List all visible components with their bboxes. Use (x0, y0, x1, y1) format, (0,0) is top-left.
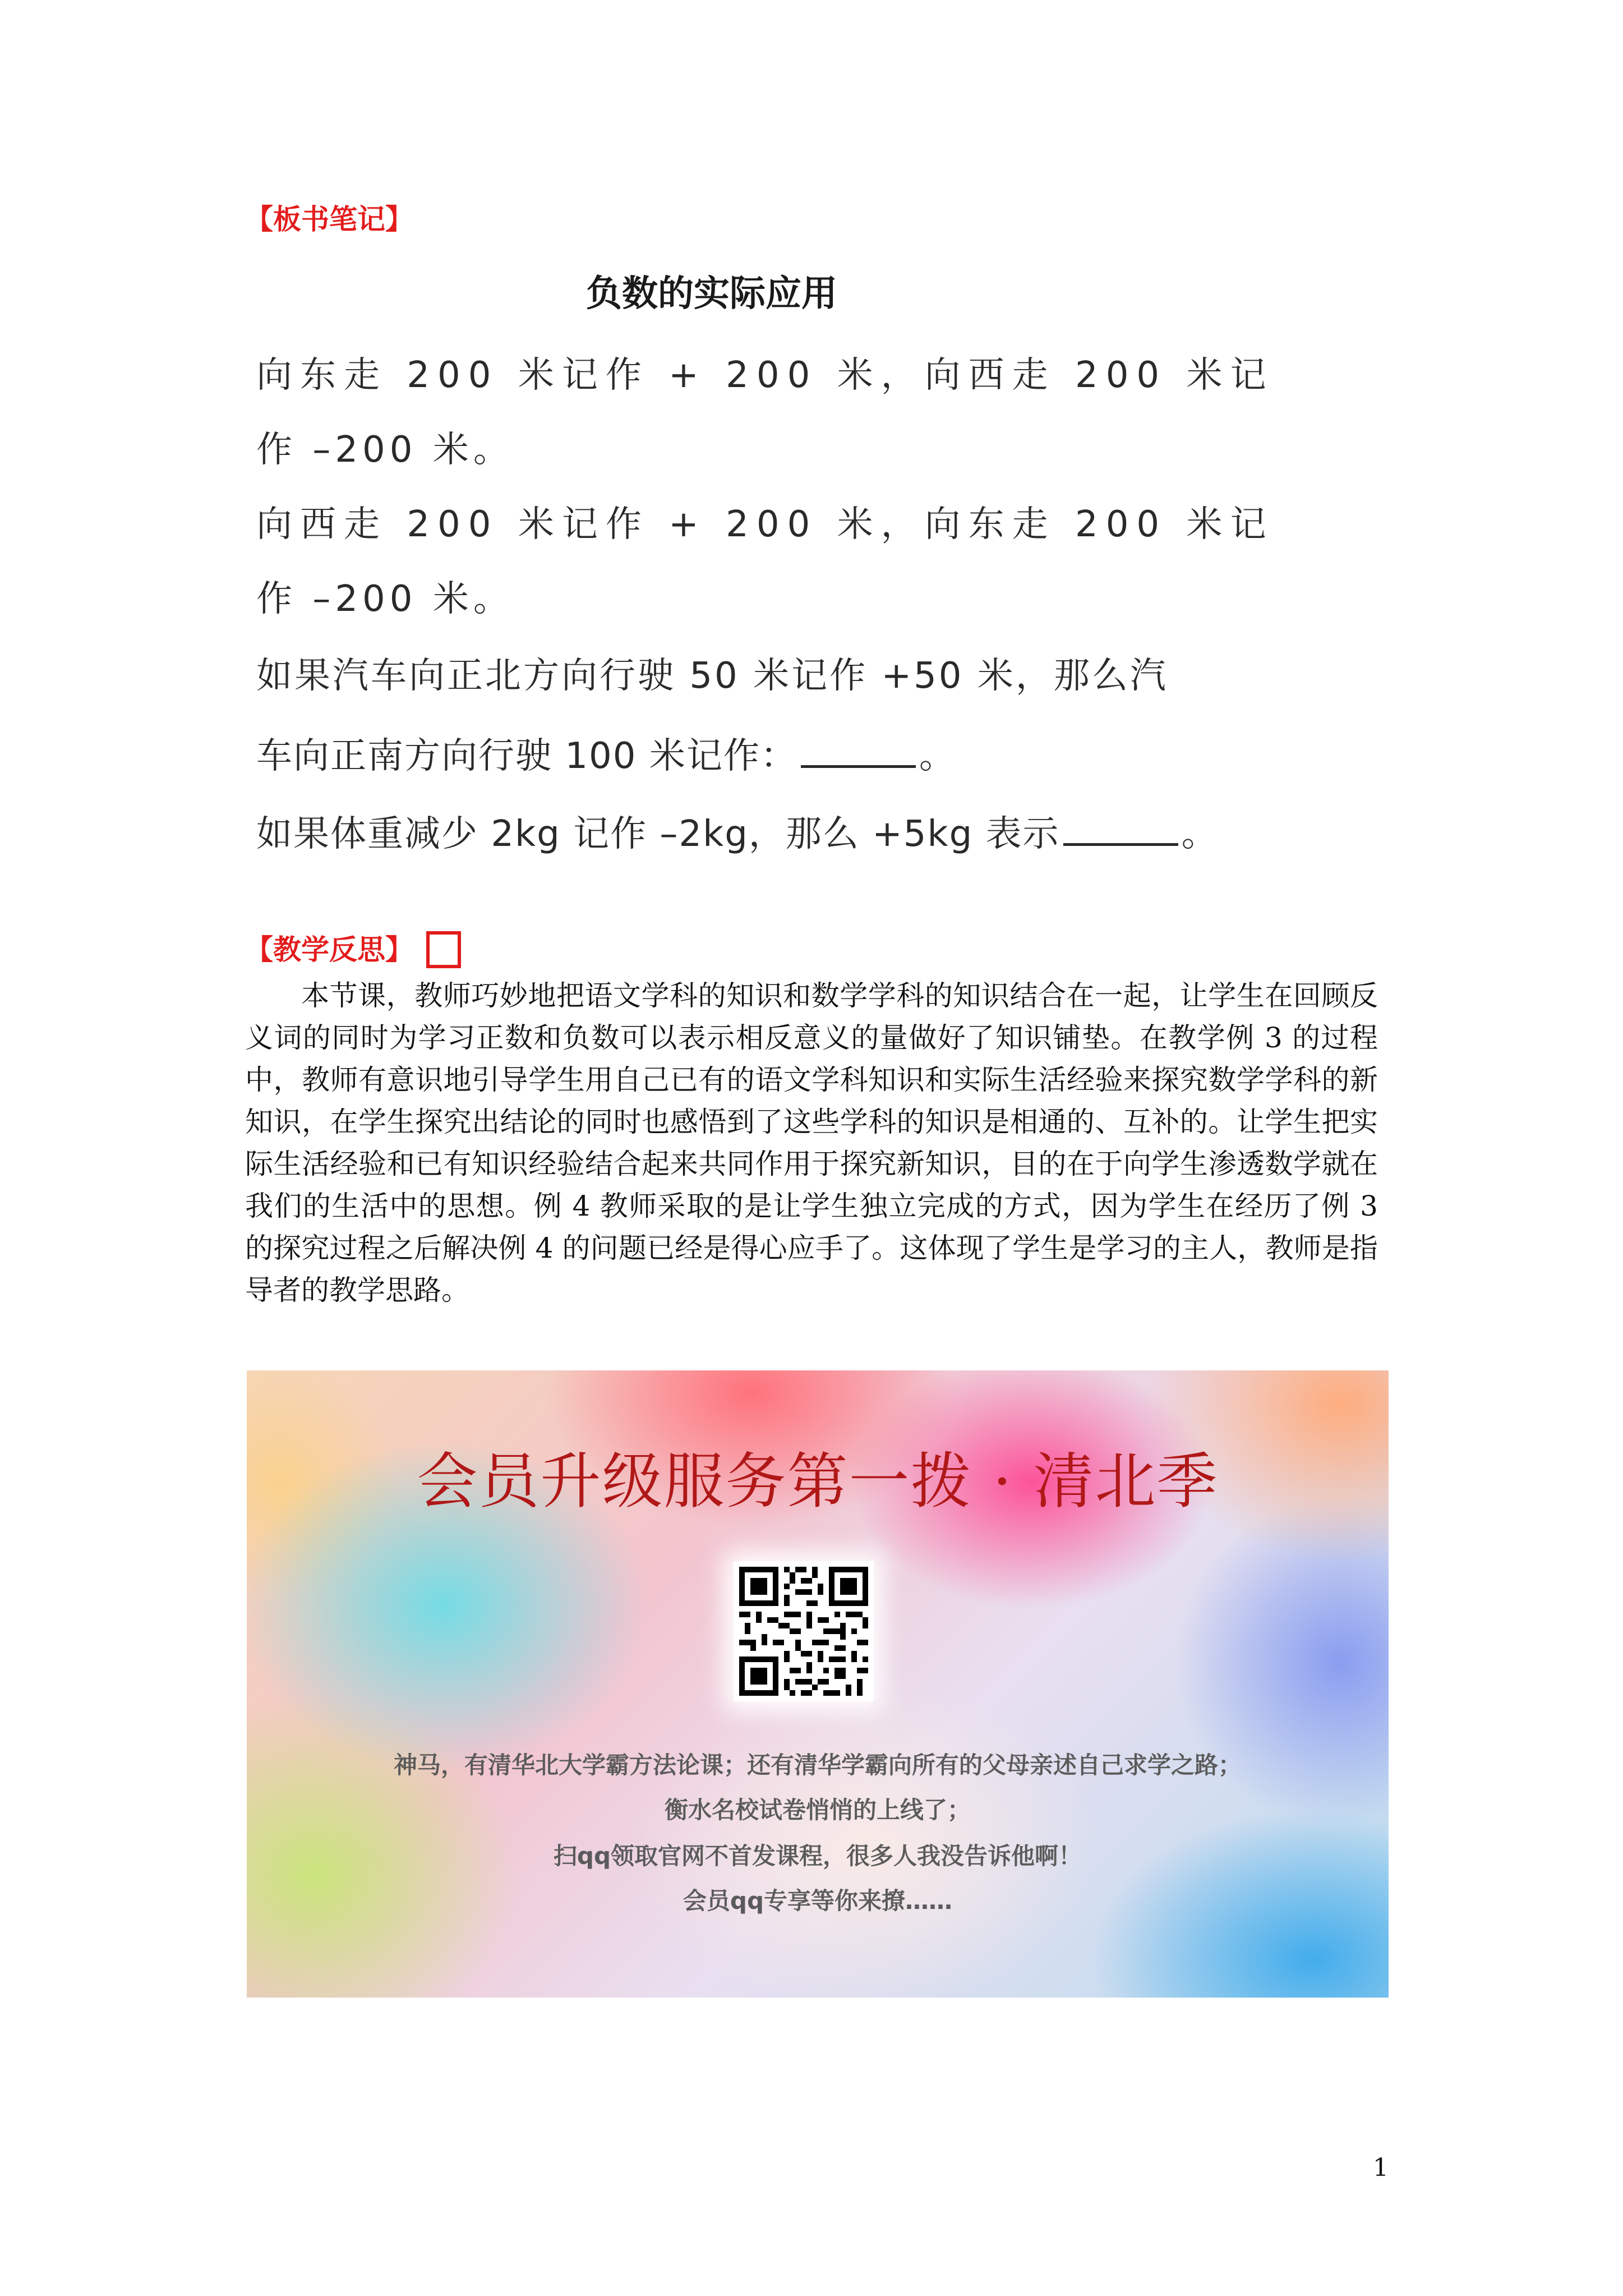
board-note-line-text: 如果体重减少 2kg 记作 –2kg，那么 +5kg 表示 (256, 813, 1060, 855)
answer-blank (801, 734, 916, 768)
board-note-line: 作 –200 米。 (256, 578, 514, 620)
board-note-line-text: 车向正南方向行驶 100 米记作： (256, 735, 797, 777)
banner-text-line: 神马，有清华北大学霸方法论课；还有清华学霸向所有的父母亲述自己求学之路； (393, 1751, 1242, 1779)
line-end-mark: 。 (1181, 813, 1219, 855)
banner-text-line: 扫qq领取官网不首发课程，很多人我没告诉他啊！ (553, 1842, 1082, 1870)
checkbox-square-icon (426, 931, 461, 968)
line-end-mark: 。 (919, 735, 956, 777)
board-notes-heading: 【板书笔记】 (245, 203, 413, 236)
banner-text-line: 衡水名校试卷悄悄的上线了； (664, 1796, 971, 1824)
answer-blank (1063, 812, 1178, 846)
page-number: 1 (1373, 2154, 1389, 2182)
board-note-line: 向东走 200 米记作 + 200 米，向西走 200 米记 (256, 355, 1274, 396)
board-note-line-with-blank (256, 734, 956, 777)
qr-code-graphic (734, 1561, 874, 1701)
reflection-paragraph: 本节课，教师巧妙地把语文学科的知识和数学学科的知识结合在一起，让学生在回顾反义词的同时为学习正数和负数可以表示相反意义的量做好了知识铺垫。在教学例 3 的过程中，教师有意识地引导学生用自己已有的语文学科知识和实际生活经验来探究数学学科的新知识，在学生探究出结论的同时也感悟到了这些学科的知识是相通的、互补的。让学生把实际生活经验和已有知识经验结合起来共同作用于探究新知识，目的在于向学生渗透数学就在我们的生活中的思想。例 4 教师采取的是让学生独立完成的方式，因为学生在经历了例 3 的探究过程之后解决例 4 的问题已经是得心应手了。这体现了学生是学习的主人，教师是指导者的教学思路。 (245, 979, 1378, 1306)
board-note-line: 如果汽车向正北方向行驶 50 米记作 +50 米，那么汽 (256, 655, 1168, 697)
board-notes-title: 负数的实际应用 (586, 273, 837, 315)
board-note-line: 作 –200 米。 (256, 429, 514, 471)
promo-banner[interactable] (247, 1370, 1389, 1998)
board-note-line: 向西走 200 米记作 + 200 米，向东走 200 米记 (256, 504, 1274, 545)
banner-title: 会员升级服务第一拨 · 清北季 (417, 1447, 1219, 1517)
reflection-heading: 【教学反思】 (245, 933, 413, 966)
board-note-line-with-blank (256, 812, 1219, 855)
banner-text-line: 会员qq专享等你来撩…… (683, 1887, 953, 1915)
qr-code-icon[interactable] (734, 1561, 874, 1701)
